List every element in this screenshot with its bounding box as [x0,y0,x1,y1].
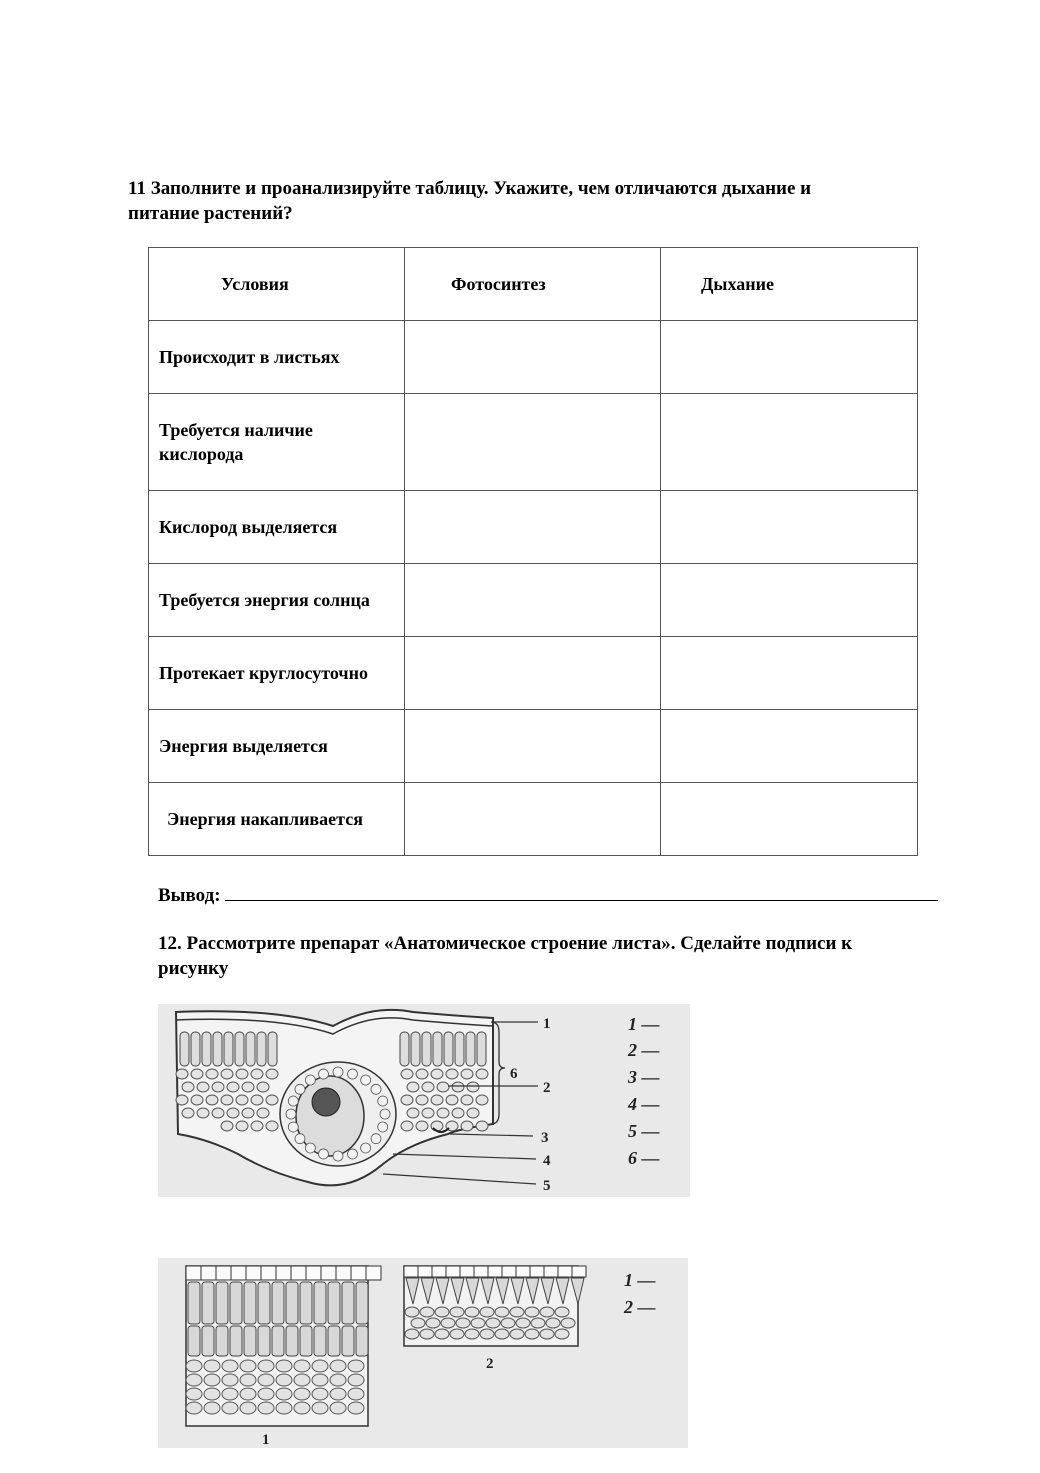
question-11-line-1: 11 Заполните и проанализируйте таблицу. Укажите, чем отличаются дыхание и [128,178,812,199]
cell-shape [540,1307,554,1317]
cell-shape [510,1307,524,1317]
cell-shape [501,1318,515,1328]
cell-shape [286,1282,298,1324]
table-row [149,710,918,783]
cell-shape [356,1282,368,1324]
header-conditions: Условия [149,248,405,321]
cell-shape [202,1282,214,1324]
callout-4: 4 [543,1153,551,1169]
legend-item: 2 — [628,1040,660,1060]
legend-item: 4 — [628,1094,660,1114]
photosynthesis-cell[interactable] [405,491,661,564]
cell-shape [401,1095,413,1105]
cell-shape [305,1143,315,1153]
cell-shape [418,1266,432,1277]
cell-shape [452,1108,464,1118]
photosynthesis-cell[interactable] [405,637,661,710]
cell-shape [257,1032,266,1066]
cell-shape [212,1108,224,1118]
respiration-cell[interactable] [661,321,918,394]
respiration-cell[interactable] [661,710,918,783]
cell-shape [240,1402,256,1414]
cell-shape [351,1266,366,1280]
cell-shape [366,1266,381,1280]
cell-shape [251,1095,263,1105]
cell-shape [450,1307,464,1317]
leaf-sections-drawing [158,1258,688,1448]
cell-shape [212,1082,224,1092]
cell-shape [446,1095,458,1105]
legend-item: 3 — [628,1067,660,1087]
cell-shape [525,1307,539,1317]
cell-shape [204,1402,220,1414]
cell-shape [558,1266,572,1277]
cell-shape [361,1143,371,1153]
callout-6: 6 [510,1066,518,1082]
cell-shape [476,1121,488,1131]
cell-shape [202,1032,211,1066]
cell-shape [221,1095,233,1105]
cell-shape [431,1121,443,1131]
cell-shape [222,1360,238,1372]
question-12-line-1: 12. Рассмотрите препарат «Анатомическое строение листа». Сделайте подписи к [158,933,853,954]
cell-shape [300,1326,312,1356]
cell-shape [371,1084,381,1094]
cell-shape [276,1360,292,1372]
legend-item: 5 — [628,1121,660,1141]
cell-shape [216,1282,228,1324]
cell-shape [242,1082,254,1092]
cell-shape [404,1266,418,1277]
cell-shape [230,1282,242,1324]
respiration-cell[interactable] [661,564,918,637]
cell-shape [197,1082,209,1092]
cell-shape [328,1326,340,1356]
cell-shape [186,1266,201,1280]
conclusion-blank[interactable] [225,882,938,901]
cell-shape [258,1374,274,1386]
cell-shape [546,1318,560,1328]
cell-shape [348,1402,364,1414]
cell-shape [444,1032,453,1066]
cell-shape [227,1108,239,1118]
cell-shape [422,1108,434,1118]
cell-shape [405,1307,419,1317]
cell-shape [186,1402,202,1414]
cell-shape [431,1069,443,1079]
cell-shape [182,1108,194,1118]
conclusion-label: Вывод: [158,885,221,906]
cell-shape [330,1374,346,1386]
cell-shape [312,1388,328,1400]
cell-shape [333,1151,343,1161]
cell-shape [441,1318,455,1328]
cell-shape [222,1388,238,1400]
cell-shape [216,1266,231,1280]
cell-shape [305,1075,315,1085]
leaf-cross-section-figure [158,1004,690,1197]
cell-shape [216,1326,228,1356]
cell-shape [555,1329,569,1339]
cell-shape [294,1374,310,1386]
cell-shape [420,1307,434,1317]
section-caption-2: 2 [486,1356,494,1372]
legend-item: 1 — [624,1270,656,1290]
cell-shape [450,1329,464,1339]
cell-shape [244,1282,256,1324]
cell-shape [295,1134,305,1144]
cell-shape [201,1266,216,1280]
cell-shape [314,1326,326,1356]
cell-shape [258,1360,274,1372]
cell-shape [342,1326,354,1356]
cell-shape [204,1388,220,1400]
cell-shape [422,1082,434,1092]
cell-shape [572,1266,586,1277]
conclusion-line [158,882,938,907]
cell-shape [540,1329,554,1339]
cell-shape [251,1069,263,1079]
cell-shape [516,1266,530,1277]
row-label: Энергия выделяется [149,710,405,783]
cell-shape [268,1032,277,1066]
cell-shape [197,1108,209,1118]
cell-shape [488,1266,502,1277]
cell-shape [433,1032,442,1066]
cell-shape [188,1282,200,1324]
cell-shape [294,1388,310,1400]
cell-shape [328,1282,340,1324]
cell-shape [230,1326,242,1356]
cell-shape [222,1402,238,1414]
table-row [149,637,918,710]
cell-shape [276,1266,291,1280]
table-row [149,321,918,394]
header-photosynthesis: Фотосинтез [405,248,661,321]
cell-shape [266,1095,278,1105]
cell-shape [257,1108,269,1118]
cell-shape [244,1326,256,1356]
leaf-cross-section-drawing [158,1004,690,1197]
cell-shape [480,1307,494,1317]
cell-shape [400,1032,409,1066]
question-12-line-2: рисунку [158,958,229,979]
callout-5: 5 [543,1178,551,1194]
cell-shape [182,1082,194,1092]
cell-shape [420,1329,434,1339]
cell-shape [422,1032,431,1066]
legend-item: 2 — [624,1297,656,1317]
cell-shape [246,1032,255,1066]
cell-shape [186,1388,202,1400]
cell-shape [467,1082,479,1092]
callout-2: 2 [543,1080,551,1096]
cell-shape [348,1374,364,1386]
cell-shape [176,1069,188,1079]
table-row [149,394,918,491]
cell-shape [461,1069,473,1079]
cell-shape [224,1032,233,1066]
cell-shape [452,1082,464,1092]
cell-shape [446,1069,458,1079]
cell-shape [495,1329,509,1339]
cell-shape [461,1095,473,1105]
cell-shape [437,1108,449,1118]
cell-shape [461,1121,473,1131]
cell-shape [356,1326,368,1356]
cell-shape [467,1108,479,1118]
cell-shape [266,1121,278,1131]
cell-shape [288,1122,298,1132]
cell-shape [276,1402,292,1414]
cell-shape [191,1095,203,1105]
respiration-cell[interactable] [661,637,918,710]
cell-shape [242,1108,254,1118]
cell-shape [294,1360,310,1372]
cell-shape [336,1266,351,1280]
cell-shape [465,1307,479,1317]
cell-shape [432,1266,446,1277]
table-row [149,783,918,856]
cell-shape [348,1069,358,1079]
cell-shape [251,1121,263,1131]
cell-shape [465,1329,479,1339]
cell-shape [407,1082,419,1092]
cell-shape [258,1326,270,1356]
cell-shape [312,1402,328,1414]
cell-shape [266,1069,278,1079]
section-caption-1: 1 [262,1432,270,1448]
row-label: Кислород выделяется [149,491,405,564]
cell-shape [257,1082,269,1092]
cell-shape [186,1360,202,1372]
cell-shape [456,1318,470,1328]
leaf-sections-comparison-figure [158,1258,688,1448]
cell-shape [186,1374,202,1386]
legend-item: 1 — [628,1014,660,1034]
cell-shape [236,1069,248,1079]
cell-shape [236,1095,248,1105]
photosynthesis-cell[interactable] [405,710,661,783]
cell-shape [416,1095,428,1105]
cell-shape [221,1121,233,1131]
cell-shape [555,1307,569,1317]
cell-shape [486,1318,500,1328]
legend-item: 6 — [628,1148,660,1168]
row-label: Протекает круглосуточно [149,637,405,710]
cell-shape [378,1096,388,1106]
cell-shape [188,1326,200,1356]
cell-shape [525,1329,539,1339]
cell-shape [258,1402,274,1414]
cell-shape [348,1388,364,1400]
cell-shape [258,1388,274,1400]
cell-shape [411,1318,425,1328]
respiration-cell[interactable] [661,394,918,491]
cell-shape [204,1360,220,1372]
cell-shape [294,1402,310,1414]
cell-shape [295,1084,305,1094]
cell-shape [502,1266,516,1277]
cell-shape [455,1032,464,1066]
cell-shape [240,1388,256,1400]
cell-shape [544,1266,558,1277]
respiration-cell[interactable] [661,783,918,856]
photosynthesis-cell[interactable] [405,394,661,491]
cell-shape [477,1032,486,1066]
cell-shape [176,1095,188,1105]
cell-shape [405,1329,419,1339]
table-header-row [149,248,918,321]
row-label: Требуется наличие кислорода [149,394,405,491]
cell-shape [460,1266,474,1277]
cell-shape [314,1282,326,1324]
cell-shape [401,1069,413,1079]
question-12-title [158,931,958,981]
cell-shape [213,1032,222,1066]
cell-shape [235,1032,244,1066]
cell-shape [180,1032,189,1066]
cell-shape [466,1032,475,1066]
cell-shape [378,1122,388,1132]
cell-shape [446,1266,460,1277]
cell-shape [286,1326,298,1356]
cell-shape [330,1360,346,1372]
callout-3: 3 [541,1130,549,1146]
cell-shape [276,1388,292,1400]
cell-shape [435,1307,449,1317]
cell-shape [561,1318,575,1328]
cell-shape [206,1069,218,1079]
cell-shape [348,1149,358,1159]
cell-shape [371,1134,381,1144]
row-label: Происходит в листьях [149,321,405,394]
cell-shape [348,1360,364,1372]
cell-shape [531,1318,545,1328]
cell-shape [261,1266,276,1280]
cell-shape [516,1318,530,1328]
cell-shape [480,1329,494,1339]
cell-shape [258,1282,270,1324]
question-11-line-2: питание растений? [128,203,293,224]
cell-shape [342,1282,354,1324]
cell-shape [333,1067,343,1077]
cell-shape [191,1032,200,1066]
cell-shape [288,1096,298,1106]
cell-shape [276,1374,292,1386]
cell-shape [291,1266,306,1280]
photosynthesis-cell[interactable] [405,564,661,637]
cell-shape [476,1095,488,1105]
cell-shape [306,1266,321,1280]
cell-shape [312,1374,328,1386]
conditions-table [148,247,918,856]
cell-shape [227,1082,239,1092]
cell-shape [431,1095,443,1105]
cell-shape [437,1082,449,1092]
cell-shape [416,1121,428,1131]
table-row [149,491,918,564]
photosynthesis-cell[interactable] [405,321,661,394]
question-11-title [128,176,928,226]
cell-shape [312,1360,328,1372]
cell-shape [206,1095,218,1105]
cell-shape [435,1329,449,1339]
cell-shape [471,1318,485,1328]
table-row [149,564,918,637]
cell-shape [318,1069,328,1079]
cell-shape [530,1266,544,1277]
cell-shape [286,1109,296,1119]
row-label: Энергия накапливается [149,783,405,856]
cell-shape [191,1069,203,1079]
cell-shape [411,1032,420,1066]
cell-shape [272,1282,284,1324]
cell-shape [361,1075,371,1085]
cell-shape [202,1326,214,1356]
cell-shape [416,1069,428,1079]
cell-shape [321,1266,336,1280]
cell-shape [426,1318,440,1328]
cell-shape [240,1374,256,1386]
cell-shape [401,1121,413,1131]
cell-shape [330,1388,346,1400]
cell-shape [204,1374,220,1386]
cell-shape [272,1326,284,1356]
cell-shape [236,1121,248,1131]
row-label: Требуется энергия солнца [149,564,405,637]
cell-shape [380,1109,390,1119]
cell-shape [221,1069,233,1079]
photosynthesis-cell[interactable] [405,783,661,856]
cell-shape [222,1374,238,1386]
header-respiration: Дыхание [661,248,918,321]
cell-shape [510,1329,524,1339]
cell-shape [495,1307,509,1317]
cell-shape [318,1149,328,1159]
callout-1: 1 [543,1016,551,1032]
respiration-cell[interactable] [661,491,918,564]
cell-shape [246,1266,261,1280]
cell-shape [474,1266,488,1277]
cell-shape [240,1360,256,1372]
cell-shape [300,1282,312,1324]
cell-shape [231,1266,246,1280]
cell-shape [476,1069,488,1079]
cell-shape [330,1402,346,1414]
cell-shape [407,1108,419,1118]
